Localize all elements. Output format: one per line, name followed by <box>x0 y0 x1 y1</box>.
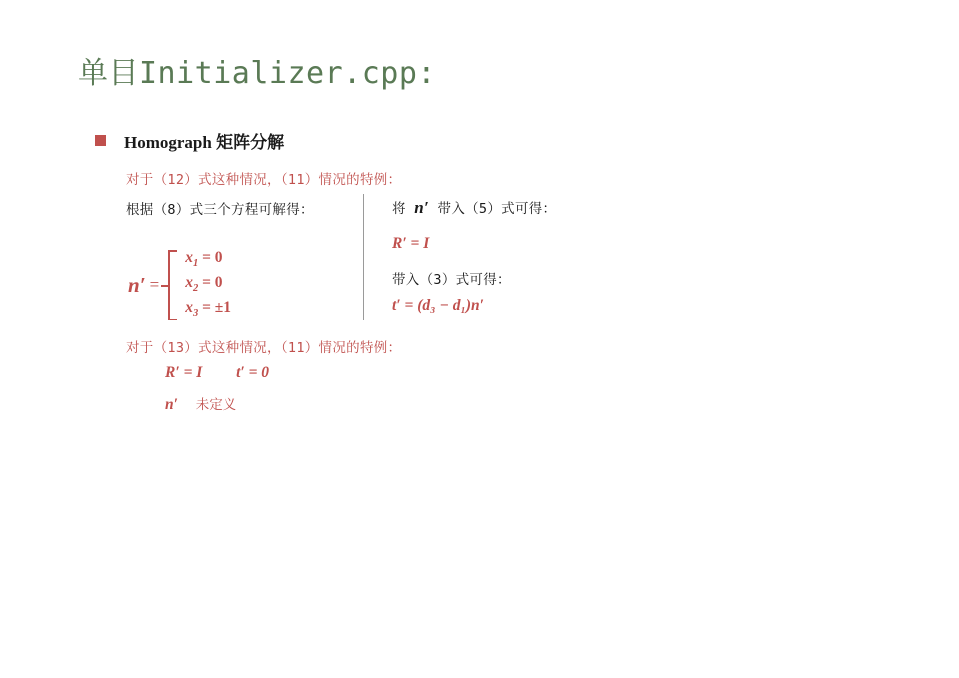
note-case-12: 对于（12）式这种情况，（11）情况的特例： <box>126 172 402 188</box>
formula-r-prime-equals-i <box>392 235 429 253</box>
formula-r-prime-lhs: R′ <box>392 235 407 252</box>
column-divider <box>363 194 364 320</box>
system-lhs-prime: ′ <box>139 272 146 297</box>
equation-system <box>128 250 231 320</box>
bottom-formula-r-prime: R′ = I <box>165 364 203 381</box>
bullet-heading-label: Homograph 矩阵分解 <box>124 133 285 152</box>
bottom-formula-line-2 <box>165 393 236 414</box>
bottom-formula-n-prime: n′ <box>165 396 178 413</box>
system-equation-list <box>185 250 231 320</box>
system-equals-sign: = <box>149 275 160 294</box>
system-lhs-symbol: n′ <box>128 272 146 297</box>
left-brace-icon <box>162 250 176 320</box>
right-column-lead-text-1 <box>392 197 556 218</box>
left-column-lead-text: 根据（8）式三个方程可解得： <box>126 202 314 218</box>
bottom-formula-note: 未定义 <box>195 397 237 413</box>
square-bullet-icon <box>95 135 106 146</box>
bottom-formula-t-prime: t′ = 0 <box>236 364 270 381</box>
page-title: 单目Initializer.cpp: <box>78 56 436 91</box>
right-column-lead-text-2: 带入（3）式可得： <box>392 272 511 288</box>
right-lead-pre: 将 <box>392 201 406 217</box>
bottom-formula-line-1 <box>165 364 269 382</box>
system-equation-2: $x_2 = 0$ <box>185 274 223 295</box>
formula-t-prime: t′ = (d₃ − d₁)n′ <box>392 297 485 314</box>
note-case-13: 对于（13）式这种情况，（11）情况的特例： <box>126 340 402 356</box>
formula-r-prime-rhs: I <box>423 235 430 252</box>
right-lead-post: 带入（5）式可得： <box>437 201 557 217</box>
system-equation-1: $x_1 = 0$ <box>185 249 223 270</box>
system-equation-3: $x_3 = \pm 1$ <box>185 299 232 320</box>
bullet-heading <box>95 128 284 153</box>
formula-r-prime-rel: = <box>410 235 420 252</box>
right-lead-symbol: n′ <box>414 198 430 217</box>
